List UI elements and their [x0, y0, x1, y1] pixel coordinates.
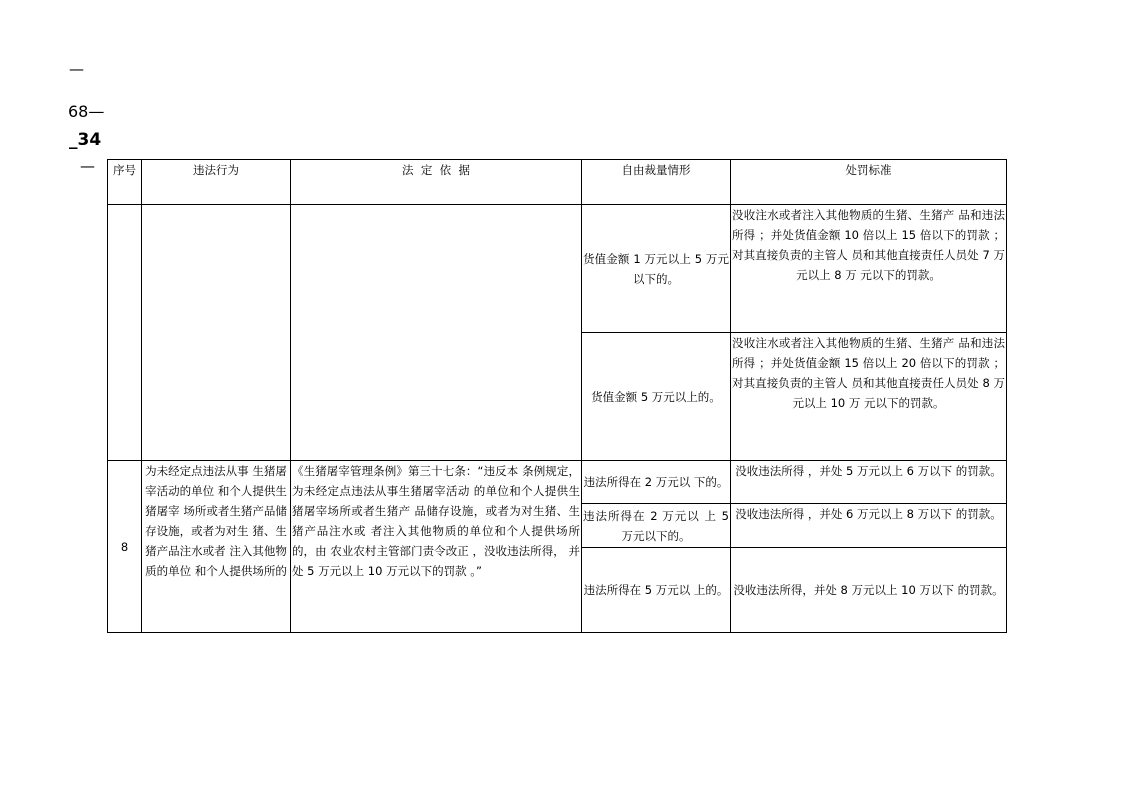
header-discretion: 自由裁量情形: [582, 160, 731, 205]
discretion-cell: 违法所得在 5 万元以 上的。: [582, 548, 731, 633]
table-row: [108, 461, 1007, 504]
header-penalty: 处罚标准: [731, 160, 1007, 205]
header-seq: 序号: [108, 160, 142, 205]
legal-basis-cell: 《生猪屠宰管理条例》第三十七条：“违反本 条例规定，为未经定点违法从事生猪屠宰活动 的单位和个人提供生猪屠宰场所或者生猪产 品储存设施，或者为对生猪、生猪产品注水或 者注入其他物质的单位和个人提供场所的，由 农业农村主管部门责令改正 ，没收违法所得， 并处 5 万元以上 10 万元以下的罚款 。”: [291, 461, 582, 633]
seq-cell: 8: [108, 461, 142, 633]
header-legal-basis: 法 定 依 据: [291, 160, 582, 205]
penalty-cell: 没收注水或者注入其他物质的生猪、生猪产 品和违法所得 ；并处货值金额 15 倍以上 20 倍以下的罚款 ；对其直接负责的主管人 员和其他直接责任人员处 8 万元以上 10 万 元以下的罚款。: [731, 333, 1007, 461]
penalty-cell: 没收违法所得 ，并处 5 万元以上 6 万以下 的罚款。: [731, 461, 1007, 504]
seq-cell-empty: [108, 205, 142, 461]
header-violation: 违法行为: [142, 160, 291, 205]
discretion-cell: 货值金额 1 万元以上 5 万元以下的。: [582, 205, 731, 333]
table-header-row: [108, 160, 1007, 205]
discretion-cell: 货值金额 5 万元以上的。: [582, 333, 731, 461]
violation-cell: 为未经定点违法从事 生猪屠宰活动的单位 和个人提供生猪屠宰 场所或者生猪产品储 存设施，或者为对生 猪、生猪产品注水或者 注入其他物质的单位 和个人提供场所的: [142, 461, 291, 633]
discretion-cell: 违法所得在 2 万元以 下的。: [582, 461, 731, 504]
penalty-standard-table: [107, 159, 1007, 633]
margin-dash-top: —: [69, 60, 84, 78]
discretion-cell: 违法所得在 2 万元以 上 5 万元以下的。: [582, 504, 731, 548]
page-number-34: _34: [69, 130, 102, 150]
table-row: [108, 205, 1007, 333]
basis-cell-empty: [291, 205, 582, 461]
violation-cell-empty: [142, 205, 291, 461]
penalty-cell: 没收注水或者注入其他物质的生猪、生猪产 品和违法所得 ；并处货值金额 10 倍以上 15 倍以下的罚款 ；对其直接负责的主管人 员和其他直接责任人员处 7 万元以上 8 万 元以下的罚款。: [731, 205, 1007, 333]
margin-dash-bottom: —: [80, 157, 95, 175]
penalty-cell: 没收违法所得 ，并处 6 万元以上 8 万以下 的罚款。: [731, 504, 1007, 548]
page-number-68: 68—: [68, 102, 105, 121]
penalty-cell: 没收违法所得，并处 8 万元以上 10 万以下 的罚款。: [731, 548, 1007, 633]
